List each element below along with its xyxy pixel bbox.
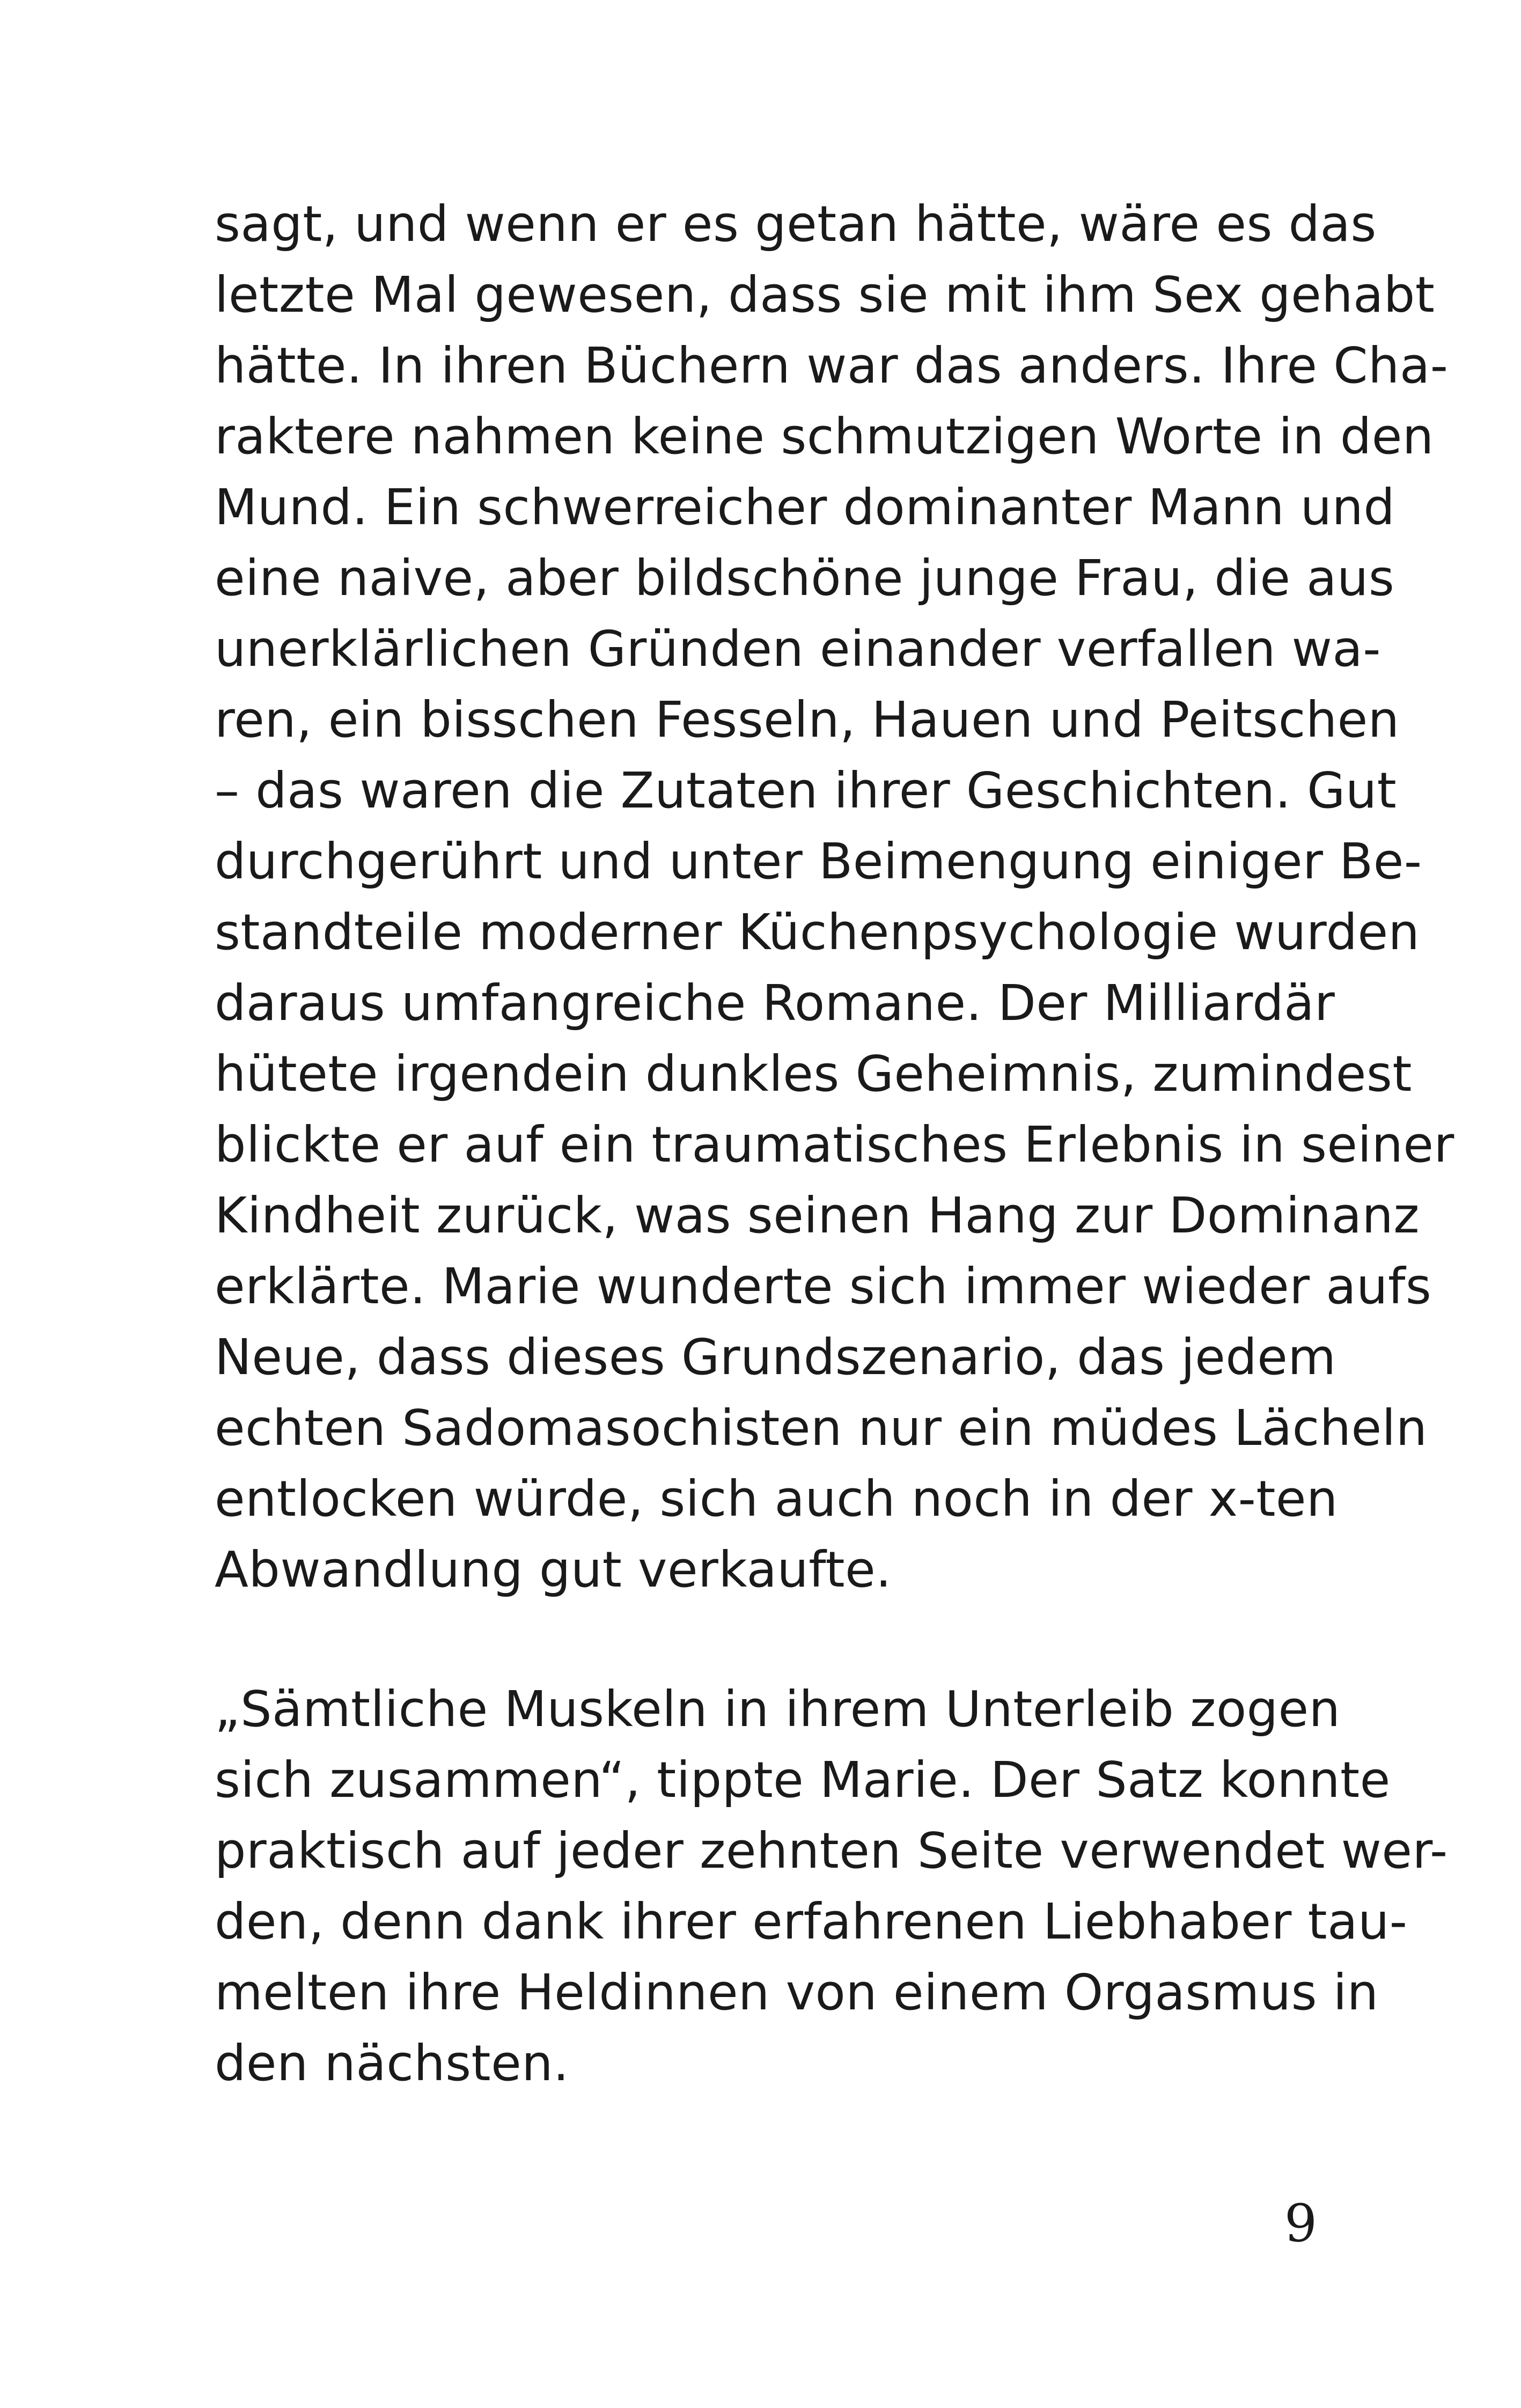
text-line: blickte er auf ein traumatisches Erlebnis in seiner — [215, 1116, 1454, 1173]
text-line: sich zusammen“, tippte Marie. Der Satz konnte — [215, 1751, 1391, 1809]
text-line: Neue, dass dieses Grundszenario, das jedem — [215, 1328, 1336, 1386]
text-line: praktisch auf jeder zehnten Seite verwendet wer- — [215, 1822, 1448, 1880]
text-line: unerklärlichen Gründen einander verfallen wa- — [215, 620, 1381, 678]
text-line: Kindheit zurück, was seinen Hang zur Dominanz — [215, 1187, 1420, 1244]
text-line: erklärte. Marie wunderte sich immer wieder aufs — [215, 1258, 1432, 1315]
text-line: daraus umfangreiche Romane. Der Milliardär — [215, 974, 1335, 1032]
page-number: 9 — [1284, 2193, 1317, 2253]
text-line: Abwandlung gut verkaufte. — [215, 1541, 892, 1598]
text-line: den, denn dank ihrer erfahrenen Liebhaber tau- — [215, 1893, 1408, 1950]
text-line: sagt, und wenn er es getan hätte, wäre es das — [215, 195, 1377, 253]
text-line: letzte Mal gewesen, dass sie mit ihm Sex gehabt — [215, 266, 1435, 324]
text-line: hütete irgendein dunkles Geheimnis, zumindest — [215, 1045, 1412, 1103]
text-line: echten Sadomasochisten nur ein müdes Lächeln — [215, 1399, 1428, 1457]
paragraph — [215, 1674, 1448, 2099]
text-line: melten ihre Heldinnen von einem Orgasmus in — [215, 1964, 1379, 2021]
text-line: – das waren die Zutaten ihrer Geschichten. Gut — [215, 762, 1397, 819]
text-line: entlocken würde, sich auch noch in der x-ten — [215, 1470, 1338, 1528]
text-line: Mund. Ein schwerreicher dominanter Mann und — [215, 479, 1395, 536]
text-line: den nächsten. — [215, 2035, 569, 2092]
text-line: standteile moderner Küchenpsychologie wurden — [215, 904, 1420, 961]
paragraph — [215, 189, 1454, 1605]
text-line: „Sämtliche Muskeln in ihrem Unterleib zogen — [215, 1680, 1341, 1738]
text-line: durchgerührt und unter Beimengung einiger Be- — [215, 833, 1422, 890]
text-line: hätte. In ihren Büchern war das anders. Ihre Cha- — [215, 337, 1449, 394]
text-line: raktere nahmen keine schmutzigen Worte in den — [215, 408, 1434, 465]
text-line: eine naive, aber bildschöne junge Frau, die aus — [215, 549, 1395, 607]
text-line: ren, ein bisschen Fesseln, Hauen und Peitschen — [215, 691, 1400, 748]
